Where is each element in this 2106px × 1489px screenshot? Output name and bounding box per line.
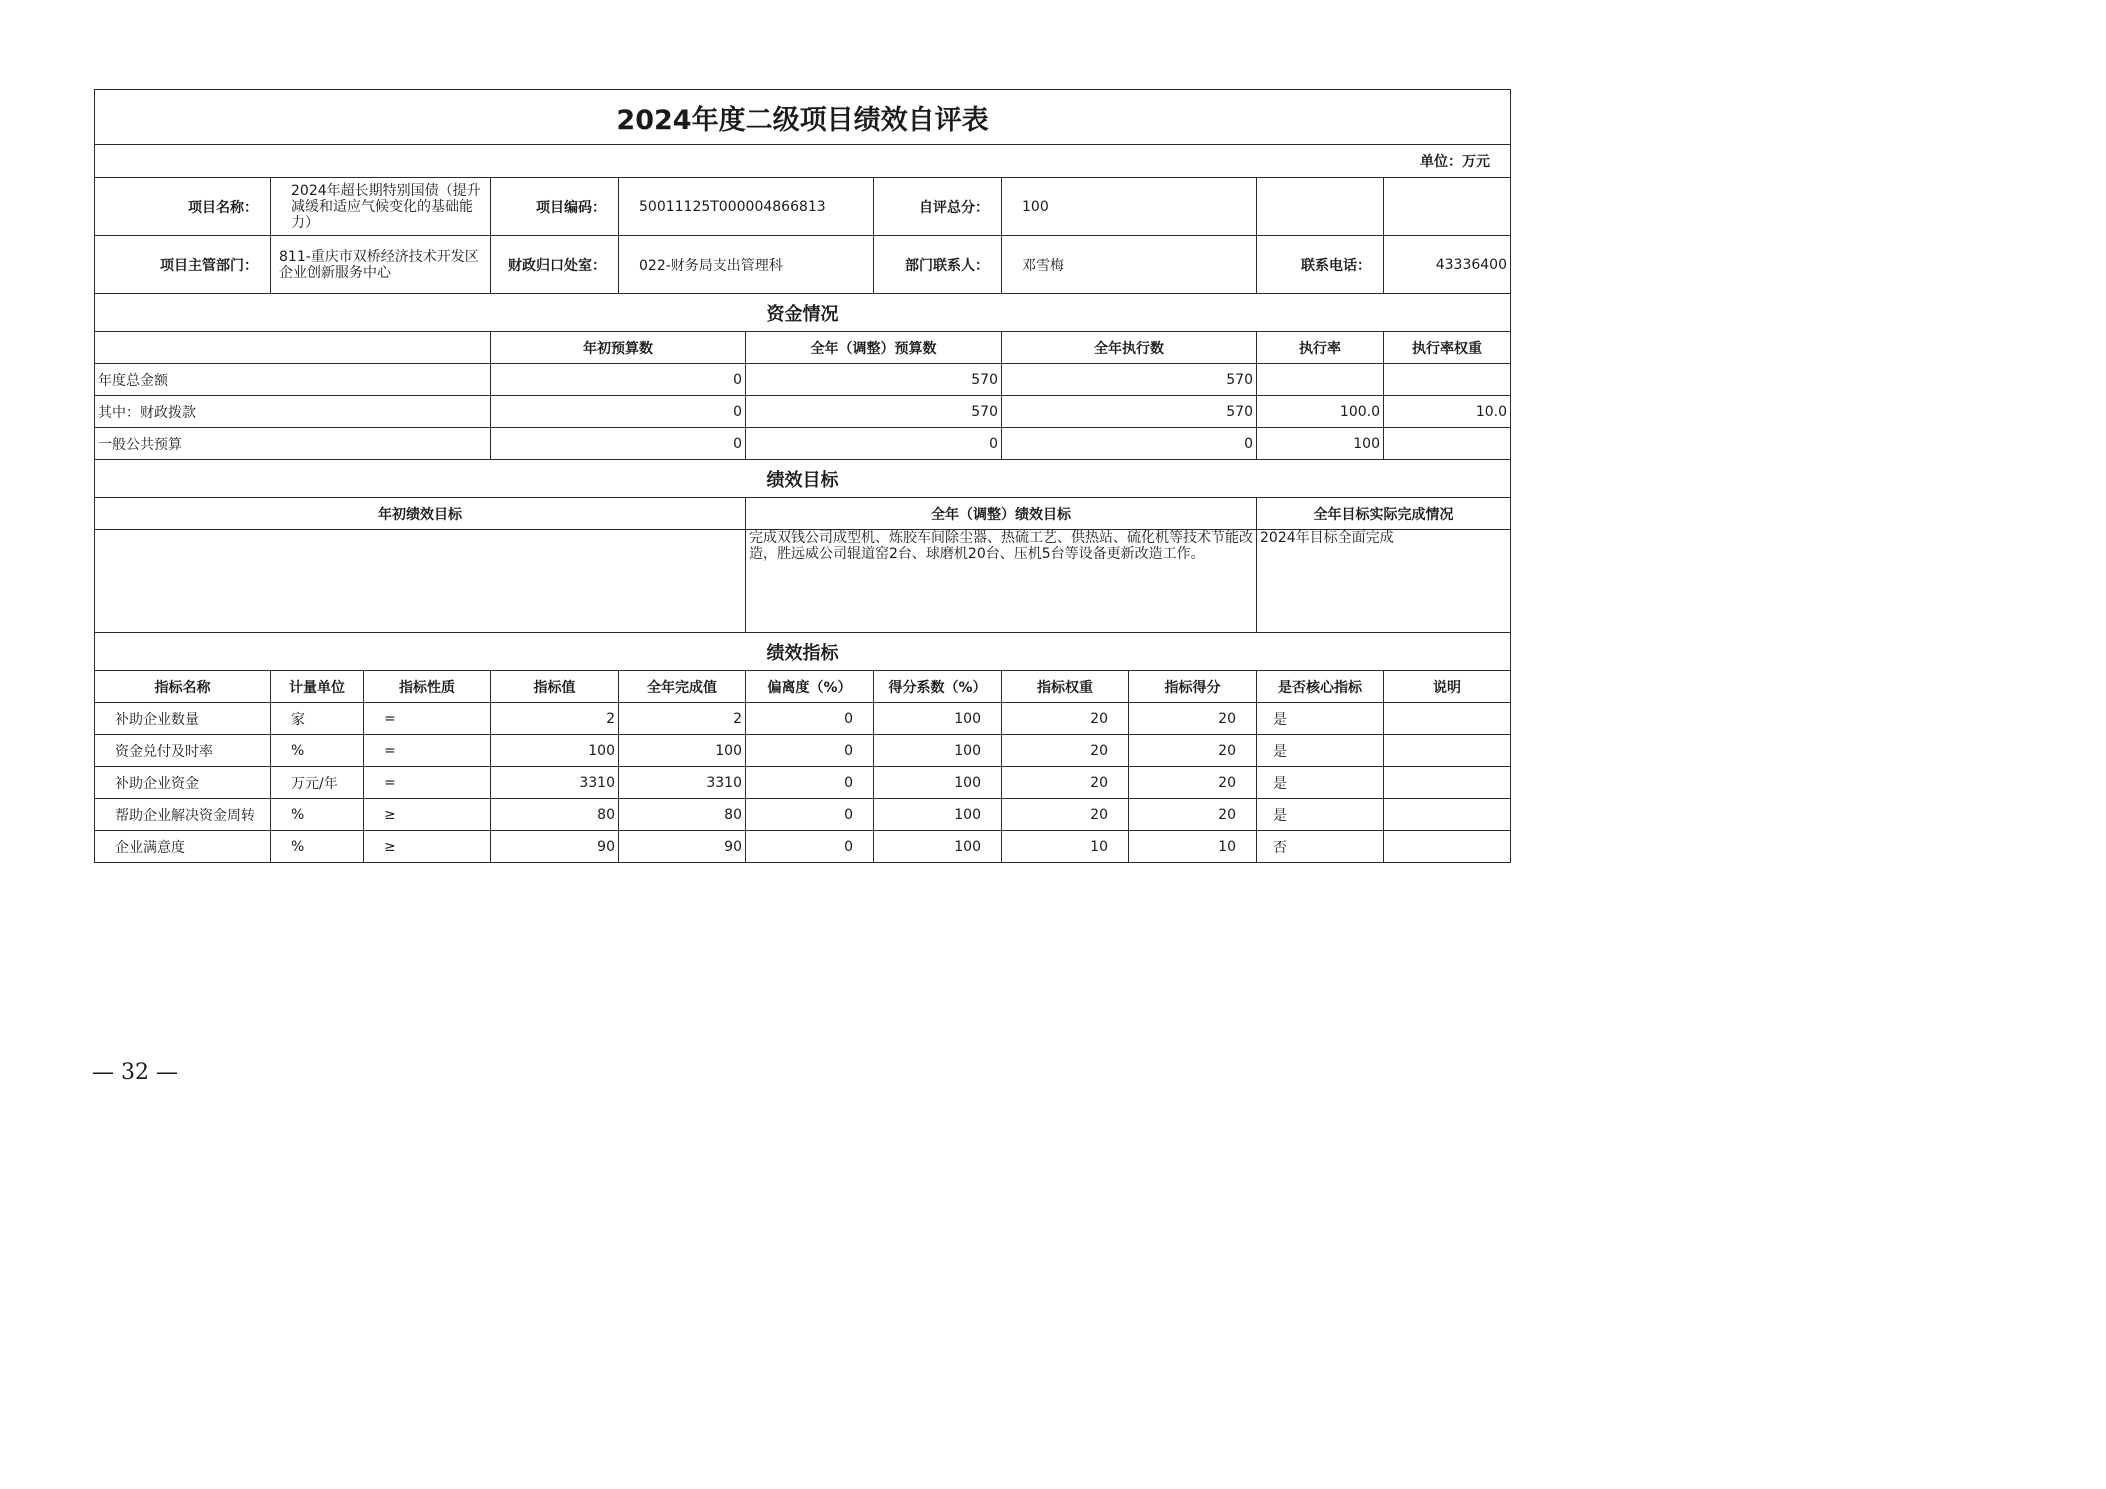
project-row-2 (95, 236, 1511, 294)
funding-section-title: 资金情况 (95, 294, 1511, 332)
indicator-actual: 80 (619, 799, 746, 831)
finance-label: 财政归口处室： (491, 236, 619, 294)
goals-header-row (95, 498, 1511, 530)
goals-section-title: 绩效目标 (95, 460, 1511, 498)
indicator-weight: 20 (1002, 735, 1129, 767)
score-value: 100 (1002, 178, 1257, 236)
project-row-1 (95, 178, 1511, 236)
rate-weight-value (1384, 364, 1511, 396)
dept-value: 811-重庆市双桥经济技术开发区企业创新服务中心 (271, 236, 491, 294)
indicator-coefficient: 100 (874, 799, 1002, 831)
actual-completion-text: 2024年目标全面完成 (1257, 530, 1511, 633)
page-number: — 32 — (92, 1060, 178, 1085)
indicator-deviation: 0 (746, 799, 874, 831)
indicator-row (95, 799, 1511, 831)
dept-label: 项目主管部门： (95, 236, 271, 294)
adjusted-budget-value: 0 (746, 428, 1002, 460)
funding-row-label: 一般公共预算 (95, 428, 491, 460)
funding-row (95, 428, 1511, 460)
exec-rate-value: 100 (1257, 428, 1384, 460)
project-code-label: 项目编码： (491, 178, 619, 236)
indicator-note (1384, 767, 1511, 799)
adjusted-budget-value: 570 (746, 396, 1002, 428)
col-deviation: 偏离度（%） (746, 671, 874, 703)
indicator-core: 否 (1257, 831, 1384, 863)
indicator-target: 90 (491, 831, 619, 863)
indicator-name: 资金兑付及时率 (95, 735, 271, 767)
col-core: 是否核心指标 (1257, 671, 1384, 703)
indicator-score: 10 (1129, 831, 1257, 863)
executed-value: 570 (1002, 364, 1257, 396)
project-name-value: 2024年超长期特别国债（提升减缓和适应气候变化的基础能力） (271, 178, 491, 236)
empty-cell (95, 332, 491, 364)
rate-weight-value (1384, 428, 1511, 460)
empty-cell (1257, 178, 1384, 236)
indicator-deviation: 0 (746, 831, 874, 863)
funding-row-label: 其中：财政拨款 (95, 396, 491, 428)
indicator-actual: 2 (619, 703, 746, 735)
indicator-coefficient: 100 (874, 831, 1002, 863)
indicators-section-title: 绩效指标 (95, 633, 1511, 671)
project-code-value: 50011125T000004866813 (619, 178, 874, 236)
col-target: 指标值 (491, 671, 619, 703)
indicator-note (1384, 735, 1511, 767)
page-title: 2024年度二级项目绩效自评表 (95, 90, 1511, 145)
col-note: 说明 (1384, 671, 1511, 703)
indicator-nature: ≥ (364, 799, 491, 831)
empty-cell (1384, 178, 1511, 236)
indicator-core: 是 (1257, 703, 1384, 735)
adjusted-goal-text: 完成双钱公司成型机、炼胶车间除尘器、热硫工艺、供热站、硫化机等技术节能改造，胜远威公司辊道窑2台、球磨机20台、压机5台等设备更新改造工作。 (746, 530, 1257, 633)
indicator-coefficient: 100 (874, 767, 1002, 799)
indicator-nature: ≥ (364, 831, 491, 863)
indicator-score: 20 (1129, 767, 1257, 799)
initial-goal-text (95, 530, 746, 633)
initial-budget-value: 0 (491, 428, 746, 460)
col-unit: 计量单位 (271, 671, 364, 703)
indicator-score: 20 (1129, 799, 1257, 831)
indicator-target: 3310 (491, 767, 619, 799)
score-label: 自评总分： (874, 178, 1002, 236)
col-coefficient: 得分系数（%） (874, 671, 1002, 703)
indicator-core: 是 (1257, 735, 1384, 767)
initial-budget-value: 0 (491, 396, 746, 428)
indicator-target: 80 (491, 799, 619, 831)
col-actual: 全年完成值 (619, 671, 746, 703)
col-initial-goal: 年初绩效目标 (95, 498, 746, 530)
indicator-core: 是 (1257, 799, 1384, 831)
indicator-deviation: 0 (746, 767, 874, 799)
indicator-coefficient: 100 (874, 735, 1002, 767)
indicator-note (1384, 799, 1511, 831)
indicator-unit: 家 (271, 703, 364, 735)
adjusted-budget-value: 570 (746, 364, 1002, 396)
indicator-deviation: 0 (746, 703, 874, 735)
project-name-label: 项目名称： (95, 178, 271, 236)
indicator-score: 20 (1129, 735, 1257, 767)
contact-value: 邓雪梅 (1002, 236, 1257, 294)
exec-rate-value: 100.0 (1257, 396, 1384, 428)
executed-value: 570 (1002, 396, 1257, 428)
col-executed: 全年执行数 (1002, 332, 1257, 364)
funding-header-row (95, 332, 1511, 364)
indicator-row (95, 831, 1511, 863)
unit-label: 单位：万元 (95, 145, 1511, 178)
contact-label: 部门联系人： (874, 236, 1002, 294)
col-initial-budget: 年初预算数 (491, 332, 746, 364)
indicator-deviation: 0 (746, 735, 874, 767)
indicator-actual: 3310 (619, 767, 746, 799)
col-nature: 指标性质 (364, 671, 491, 703)
indicator-score: 20 (1129, 703, 1257, 735)
indicator-target: 2 (491, 703, 619, 735)
funding-row-label: 年度总金额 (95, 364, 491, 396)
initial-budget-value: 0 (491, 364, 746, 396)
indicator-name: 企业满意度 (95, 831, 271, 863)
indicator-row (95, 767, 1511, 799)
col-indicator-name: 指标名称 (95, 671, 271, 703)
indicator-nature: = (364, 703, 491, 735)
executed-value: 0 (1002, 428, 1257, 460)
goals-content-row (95, 530, 1511, 633)
indicator-unit: 万元/年 (271, 767, 364, 799)
indicator-name: 补助企业数量 (95, 703, 271, 735)
indicator-nature: = (364, 767, 491, 799)
col-adjusted-budget: 全年（调整）预算数 (746, 332, 1002, 364)
col-score: 指标得分 (1129, 671, 1257, 703)
indicator-name: 帮助企业解决资金周转 (95, 799, 271, 831)
finance-value: 022-财务局支出管理科 (619, 236, 874, 294)
indicator-nature: = (364, 735, 491, 767)
col-exec-rate: 执行率 (1257, 332, 1384, 364)
col-adjusted-goal: 全年（调整）绩效目标 (746, 498, 1257, 530)
col-rate-weight: 执行率权重 (1384, 332, 1511, 364)
indicator-unit: % (271, 799, 364, 831)
indicator-core: 是 (1257, 767, 1384, 799)
phone-value: 43336400 (1384, 236, 1511, 294)
indicator-unit: % (271, 831, 364, 863)
indicator-row (95, 703, 1511, 735)
indicator-coefficient: 100 (874, 703, 1002, 735)
indicators-header-row (95, 671, 1511, 703)
phone-label: 联系电话： (1257, 236, 1384, 294)
performance-table (94, 89, 1511, 863)
indicator-weight: 20 (1002, 703, 1129, 735)
indicator-weight: 20 (1002, 799, 1129, 831)
indicator-target: 100 (491, 735, 619, 767)
rate-weight-value: 10.0 (1384, 396, 1511, 428)
indicator-actual: 100 (619, 735, 746, 767)
exec-rate-value (1257, 364, 1384, 396)
indicator-note (1384, 831, 1511, 863)
indicator-weight: 20 (1002, 767, 1129, 799)
col-weight: 指标权重 (1002, 671, 1129, 703)
indicator-name: 补助企业资金 (95, 767, 271, 799)
indicator-actual: 90 (619, 831, 746, 863)
indicator-unit: % (271, 735, 364, 767)
indicator-row (95, 735, 1511, 767)
col-actual-completion: 全年目标实际完成情况 (1257, 498, 1511, 530)
funding-row (95, 364, 1511, 396)
indicator-note (1384, 703, 1511, 735)
funding-row (95, 396, 1511, 428)
indicator-weight: 10 (1002, 831, 1129, 863)
